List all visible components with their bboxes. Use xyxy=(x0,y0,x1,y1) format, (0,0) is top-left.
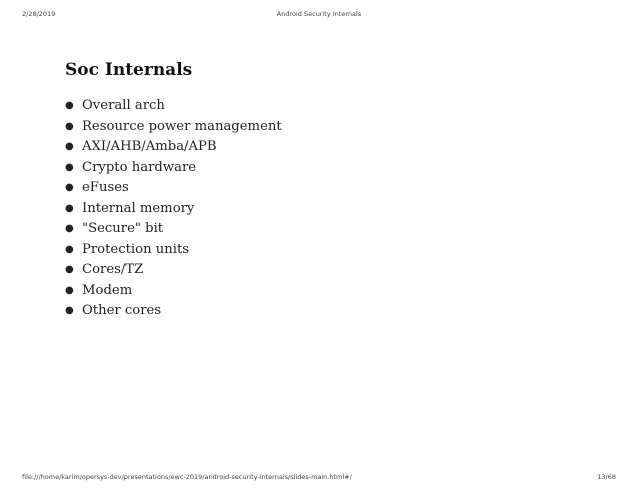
bullet-icon: ● xyxy=(65,243,74,255)
list-item xyxy=(65,158,282,179)
list-item xyxy=(65,281,282,302)
list-item xyxy=(65,301,282,322)
print-date: 2/28/2019 xyxy=(22,10,56,18)
list-item-text: Modem xyxy=(82,282,133,298)
list-item xyxy=(65,219,282,240)
list-item xyxy=(65,178,282,199)
bullet-icon: ● xyxy=(65,182,74,193)
list-item xyxy=(65,260,282,281)
list-item xyxy=(65,199,282,220)
bullet-icon: ● xyxy=(65,264,74,275)
list-item-text: Internal memory xyxy=(82,200,195,216)
list-item-text: Overall arch xyxy=(82,98,165,113)
bullet-icon: ● xyxy=(65,202,74,214)
list-item-text: Protection units xyxy=(82,241,190,257)
list-item-text: Crypto hardware xyxy=(82,159,197,175)
bullet-icon: ● xyxy=(65,120,74,132)
bullet-icon: ● xyxy=(65,223,74,234)
list-item-text: eFuses xyxy=(82,180,129,195)
list-item-text: AXI/AHB/Amba/APB xyxy=(82,139,217,154)
list-item-text: "Secure" bit xyxy=(82,221,164,236)
slide-title: Soc Internals xyxy=(65,60,193,80)
list-item xyxy=(65,96,282,117)
list-item-text: Cores/TZ xyxy=(82,262,144,277)
list-item-text: Other cores xyxy=(82,303,162,318)
file-path: file:///home/karim/opersys-dev/presentations/ewc-2019/android-security-internals/slides-main.html#/ xyxy=(22,473,352,481)
list-item-text: Resource power management xyxy=(82,118,282,134)
list-item xyxy=(65,137,282,158)
bullet-list xyxy=(65,96,282,322)
bullet-icon: ● xyxy=(65,284,74,296)
bullet-icon: ● xyxy=(65,141,74,152)
print-footer xyxy=(22,473,616,483)
bullet-icon: ● xyxy=(65,305,74,316)
list-item xyxy=(65,117,282,138)
document-title: Android Security Internals xyxy=(276,10,362,18)
bullet-icon: ● xyxy=(65,100,74,111)
list-item xyxy=(65,240,282,261)
bullet-icon: ● xyxy=(65,161,74,173)
page-number: 13/68 xyxy=(597,473,616,481)
print-header xyxy=(22,10,616,20)
